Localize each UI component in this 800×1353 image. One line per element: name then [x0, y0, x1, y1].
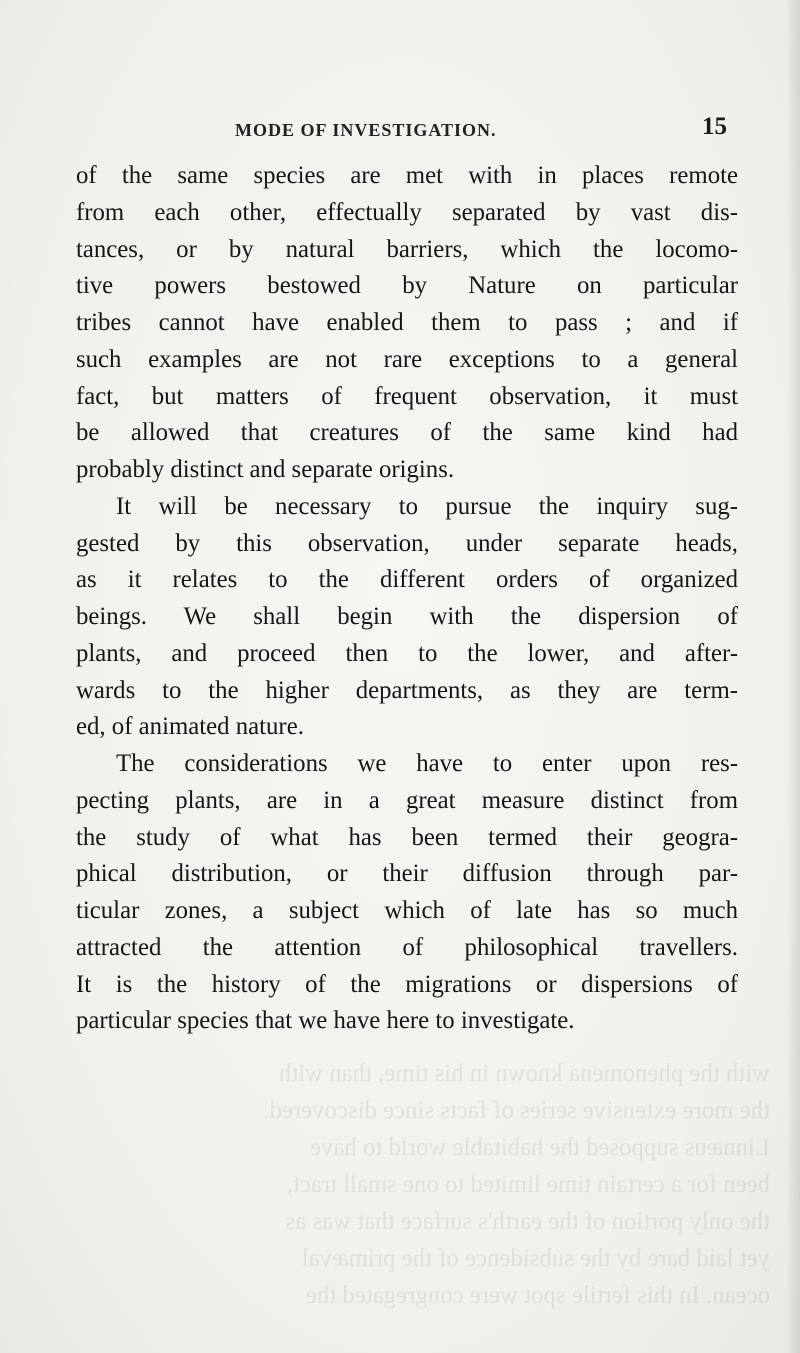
text-line: particular species that we have here to investigate.: [76, 1007, 575, 1035]
bleed-through-line: Linnæus supposed the habitable world to have: [309, 1134, 770, 1161]
text-line: beings. We shall begin with the dispersion of: [76, 603, 738, 630]
bleed-through-line: been for a certain time limited to one small tract,: [286, 1171, 770, 1198]
text-line: pecting plants, are in a great measure distinct from: [76, 786, 738, 814]
text-line: attracted the attention of philosophical travellers.: [76, 933, 738, 961]
paragraph: [76, 746, 738, 1040]
text-line: be allowed that creatures of the same kind had: [76, 419, 738, 447]
text-line: probably distinct and separate origins.: [76, 456, 455, 483]
text-line: as it relates to the different orders of organized: [76, 566, 738, 594]
text-line: tribes cannot have enabled them to pass ; and if: [76, 309, 738, 336]
text-line: plants, and proceed then to the lower, and after-: [76, 639, 738, 667]
text-line: gested by this observation, under separate heads,: [76, 529, 738, 557]
text-line: such examples are not rare exceptions to a general: [76, 345, 738, 373]
text-line: tances, or by natural barriers, which the locomo-: [76, 235, 738, 263]
text-line: It will be necessary to pursue the inquiry sug-: [116, 492, 738, 520]
running-title: MODE OF INVESTIGATION.: [235, 120, 497, 140]
bleed-through-line: the more extensive series of facts since discovered.: [263, 1097, 770, 1124]
page-number: 15: [702, 113, 727, 140]
bleed-through-line: ocean. In this fertile spot were congregated the: [305, 1282, 770, 1309]
running-head: [0, 113, 800, 147]
bleed-through-line: the only portion of the earth's surface that was as: [285, 1208, 770, 1235]
page-edge-shadow: [786, 0, 800, 1353]
text-line: phical distribution, or their diffusion through par-: [76, 860, 738, 888]
text-line: ed, of animated nature.: [76, 713, 304, 741]
text-line: fact, but matters of frequent observation, it must: [76, 382, 738, 410]
text-line: It is the history of the migrations or dispersions of: [76, 970, 738, 998]
bleed-through-line: yet laid bare by the subsidence of the primæval: [301, 1245, 770, 1272]
paragraph: [76, 158, 738, 489]
bleed-through-line: with the phenomena known in his time, than with: [278, 1060, 770, 1087]
text-line: ticular zones, a subject which of late has so much: [76, 897, 738, 924]
text-line: the study of what has been termed their geogra-: [76, 823, 738, 851]
body-text: [76, 158, 738, 1040]
text-line: from each other, effectually separated by vast dis-: [76, 198, 738, 226]
text-line: The considerations we have to enter upon res-: [116, 750, 738, 777]
text-line: of the same species are met with in places remote: [76, 162, 738, 189]
paragraph: [76, 489, 738, 746]
text-line: wards to the higher departments, as they are term-: [76, 676, 738, 704]
text-line: tive powers bestowed by Nature on particular: [76, 272, 738, 300]
